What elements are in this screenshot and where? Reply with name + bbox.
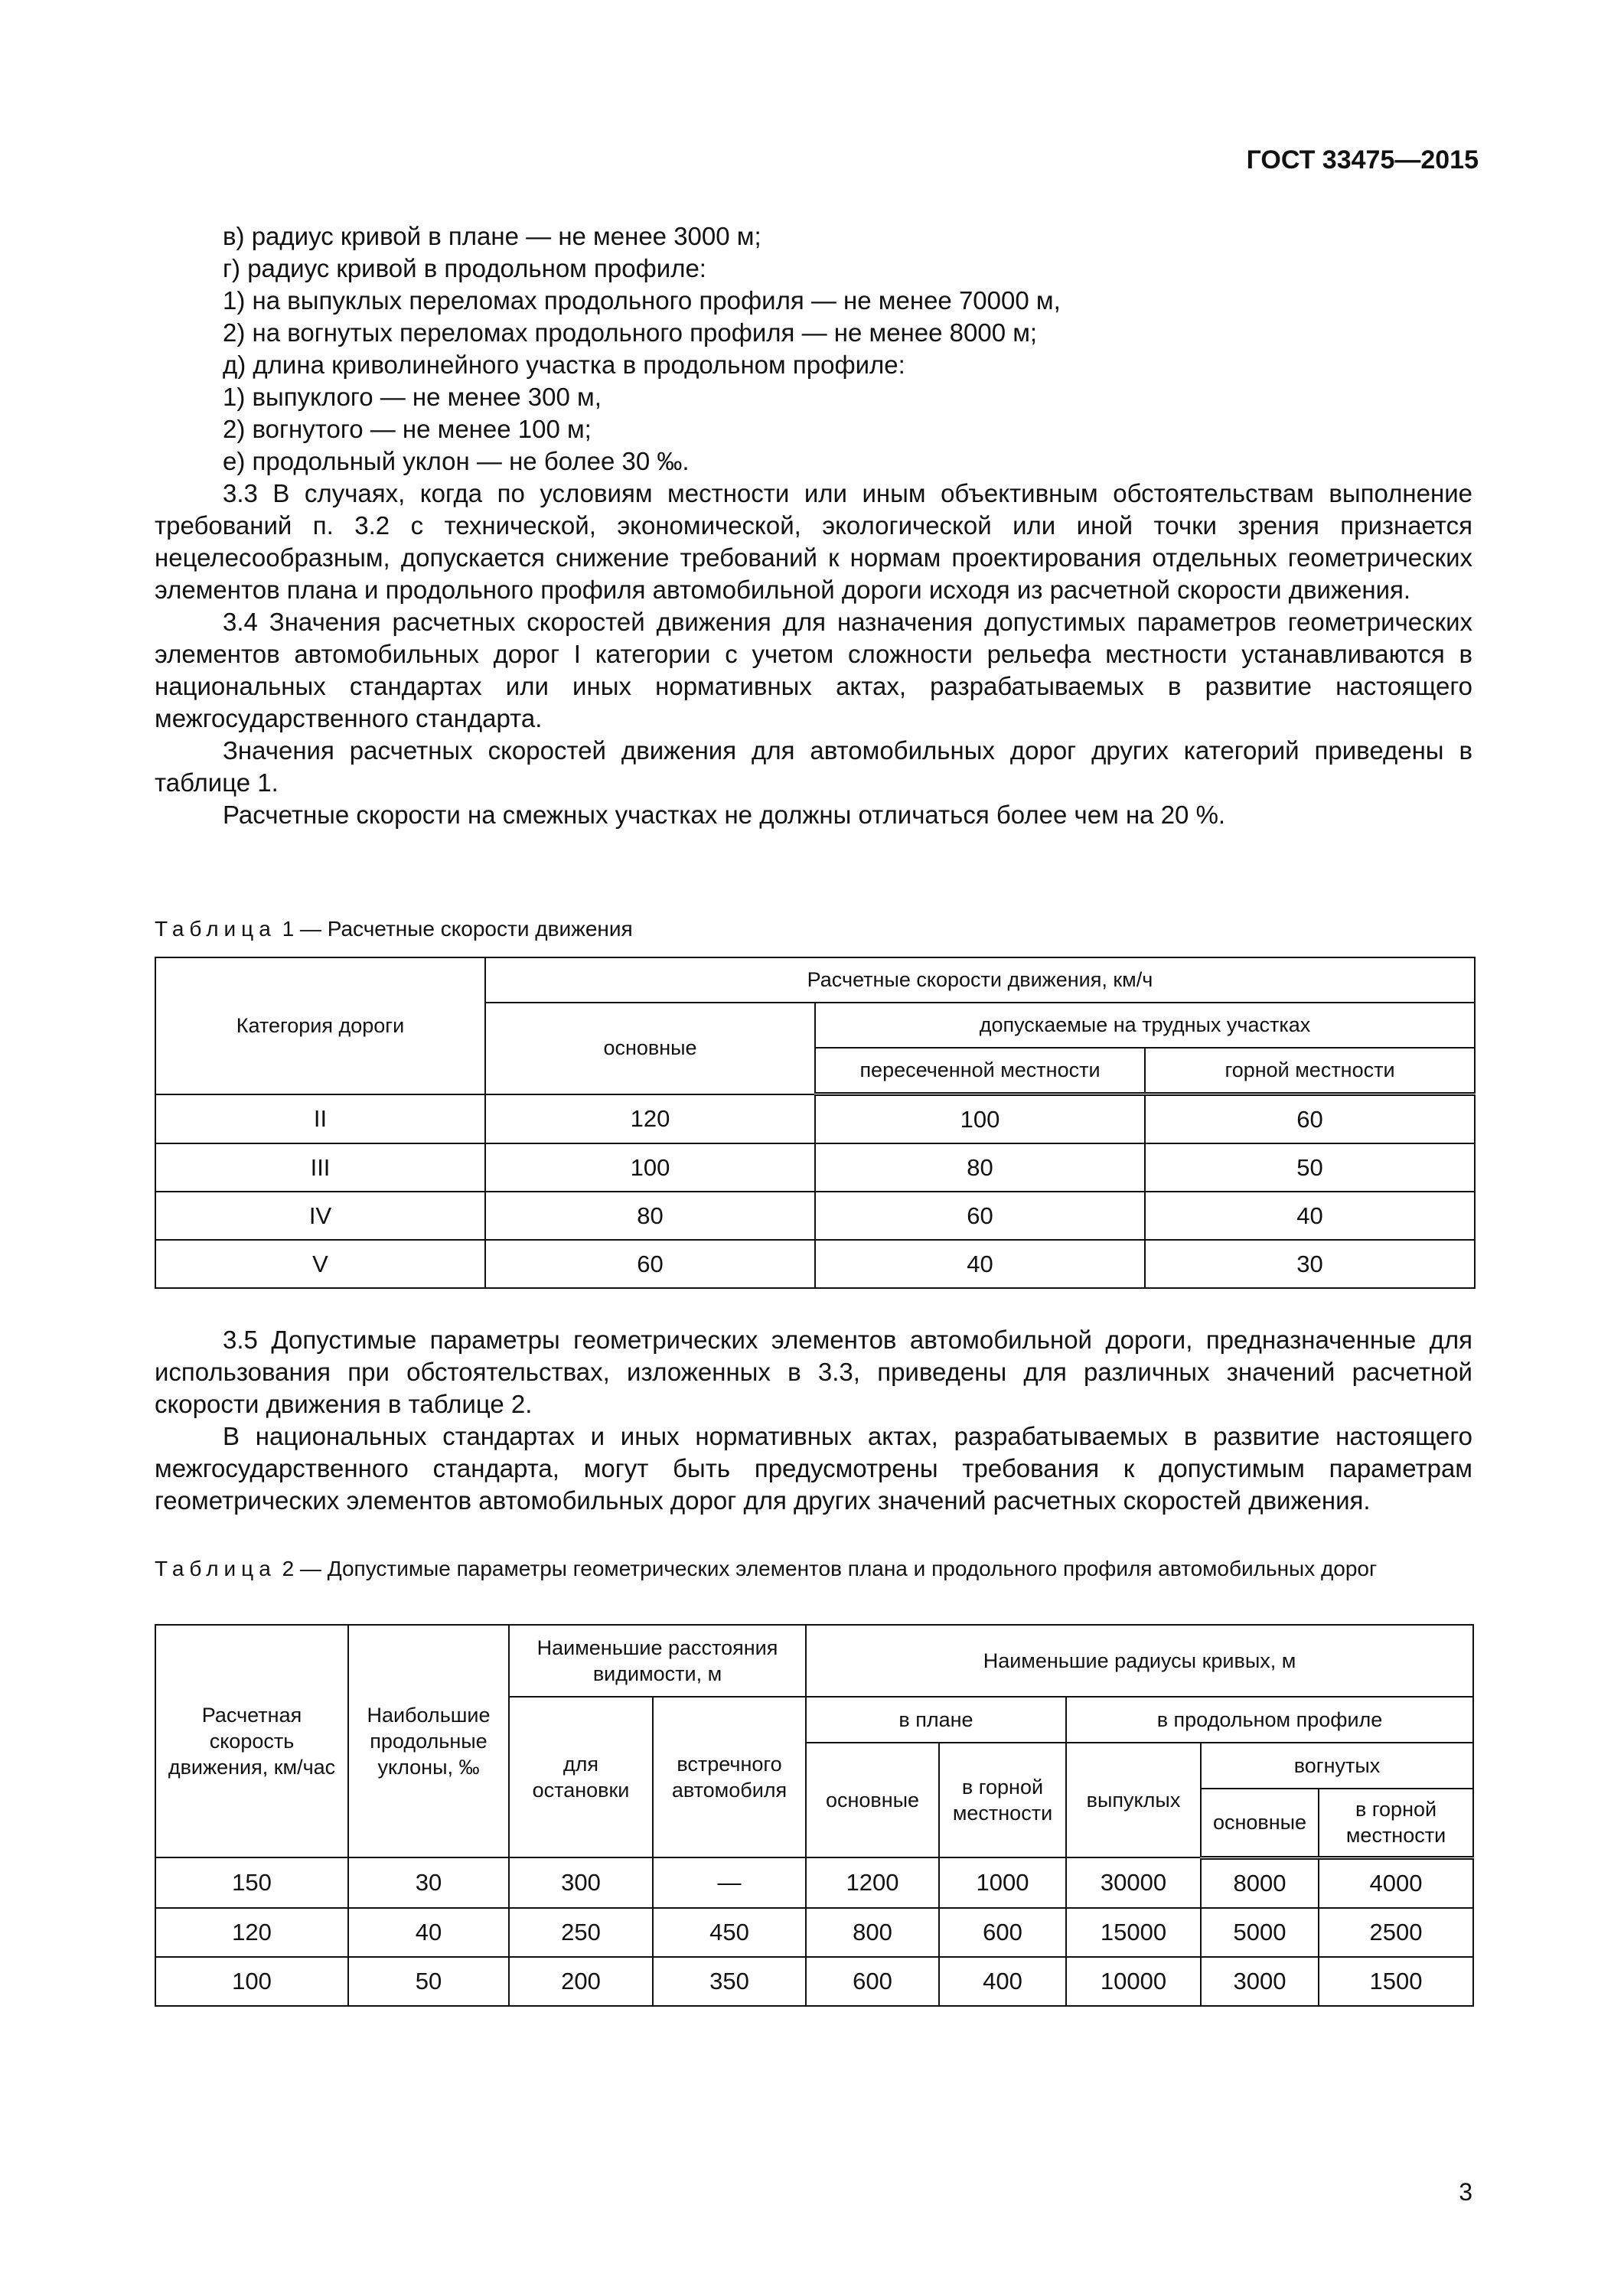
document-id: ГОСТ 33475—2015 bbox=[1246, 145, 1479, 174]
cell: 450 bbox=[653, 1908, 806, 1957]
main-text-2 bbox=[155, 1324, 1472, 1517]
cell: 50 bbox=[348, 1957, 509, 2006]
paragraph: Значения расчетных скоростей движения для автомобильных дорог других категорий приведены в таблице 1. bbox=[155, 736, 1472, 797]
cell: V bbox=[155, 1240, 485, 1288]
table-row bbox=[155, 1957, 1473, 2006]
header-design-speed: Расчетная скорость движения, км/час bbox=[155, 1625, 348, 1857]
cell: 40 bbox=[1145, 1192, 1475, 1240]
cell: III bbox=[155, 1143, 485, 1192]
list-item: 1) на выпуклых переломах продольного профиля — не менее 70000 м, bbox=[223, 286, 1061, 315]
table1-caption-prefix: Таблица bbox=[155, 917, 276, 941]
header-stop: для остановки bbox=[509, 1697, 653, 1857]
header-plan-main: основные bbox=[806, 1743, 939, 1857]
cell: 100 bbox=[155, 1957, 348, 2006]
cell: 1000 bbox=[939, 1857, 1066, 1908]
cell: 60 bbox=[1145, 1094, 1475, 1144]
paragraph: Расчетные скорости на смежных участках не должны отличаться более чем на 20 %. bbox=[223, 801, 1226, 829]
paragraph-3-3: 3.3 В случаях, когда по условиям местности или иным объективным обстоятельствам выполнение требований п. 3.2 с технической, экономической, экологической или иной точки зрения признается нецелесообразным, допускается снижение требований к нормам проектирования отдельных геометрических элементов плана и продольного профиля автомобильной дороги исходя из расчетной скорости движения. bbox=[155, 479, 1472, 604]
cell: 80 bbox=[815, 1143, 1145, 1192]
cell: 350 bbox=[653, 1957, 806, 2006]
list-item: 1) выпуклого — не менее 300 м, bbox=[223, 383, 602, 411]
cell: 200 bbox=[509, 1957, 653, 2006]
cell: 100 bbox=[485, 1143, 815, 1192]
cell: 15000 bbox=[1066, 1908, 1201, 1957]
table2-caption-prefix: Таблица bbox=[155, 1557, 276, 1580]
cell: II bbox=[155, 1094, 485, 1144]
cell: 300 bbox=[509, 1857, 653, 1908]
cell: — bbox=[653, 1857, 806, 1908]
cell: 250 bbox=[509, 1908, 653, 1957]
list-item: 2) вогнутого — не менее 100 м; bbox=[223, 415, 592, 443]
table-row bbox=[155, 1143, 1475, 1192]
cell: 2500 bbox=[1319, 1908, 1473, 1957]
cell: 4000 bbox=[1319, 1857, 1473, 1908]
header-max-slope: Наибольшие продольные уклоны, ‰ bbox=[348, 1625, 509, 1857]
cell: 30000 bbox=[1066, 1857, 1201, 1908]
header-visibility: Наименьшие расстояния видимости, м bbox=[509, 1625, 806, 1697]
header-plan-mountain: в горной местности bbox=[939, 1743, 1066, 1857]
cell: 8000 bbox=[1201, 1857, 1319, 1908]
cell: 100 bbox=[815, 1094, 1145, 1144]
header-rough-terrain: пересеченной местности bbox=[815, 1048, 1145, 1094]
cell: 1500 bbox=[1319, 1957, 1473, 2006]
table-row bbox=[155, 1094, 1475, 1144]
list-item: е) продольный уклон — не более 30 ‰. bbox=[223, 447, 690, 475]
cell: 3000 bbox=[1201, 1957, 1319, 2006]
list-item: д) длина криволинейного участка в продольном профиле: bbox=[223, 351, 905, 379]
table1-caption-text: 1 — Расчетные скорости движения bbox=[282, 917, 633, 941]
table-row bbox=[155, 1857, 1473, 1908]
header-allowed: допускаемые на трудных участках bbox=[815, 1003, 1475, 1048]
cell: 400 bbox=[939, 1957, 1066, 2006]
table-row bbox=[155, 1908, 1473, 1957]
paragraph: В национальных стандартах и иных нормативных актах, разрабатываемых в развитие настоящего межгосударственного стандарта, могут быть предусмотрены требования к допустимым параметрам геометрических элементов автомобильных дорог для других значений расчетных скоростей движения. bbox=[155, 1422, 1472, 1515]
cell: 40 bbox=[348, 1908, 509, 1957]
cell: 120 bbox=[485, 1094, 815, 1144]
header-radii: Наименьшие радиусы кривых, м bbox=[806, 1625, 1473, 1697]
cell: 40 bbox=[815, 1240, 1145, 1288]
list-item: в) радиус кривой в плане — не менее 3000 м; bbox=[223, 222, 761, 250]
header-plan: в плане bbox=[806, 1697, 1066, 1743]
cell: 60 bbox=[815, 1192, 1145, 1240]
table1-caption bbox=[155, 915, 633, 943]
table-row bbox=[155, 1240, 1475, 1288]
cell: 50 bbox=[1145, 1143, 1475, 1192]
cell: 5000 bbox=[1201, 1908, 1319, 1957]
table-row bbox=[155, 1192, 1475, 1240]
header-convex: выпуклых bbox=[1066, 1743, 1201, 1857]
main-text bbox=[155, 220, 1472, 831]
cell: 10000 bbox=[1066, 1957, 1201, 2006]
header-speeds: Расчетные скорости движения, км/ч bbox=[485, 957, 1475, 1003]
paragraph-3-4: 3.4 Значения расчетных скоростей движения для назначения допустимых параметров геометрических элементов автомобильных дорог I категории с учетом сложности рельефа местности устанавливаются в национальных стандартах или иных нормативных актах, разрабатываемых в развитие настоящего межгосударственного стандарта. bbox=[155, 608, 1472, 732]
header-main: основные bbox=[485, 1003, 815, 1094]
cell: IV bbox=[155, 1192, 485, 1240]
header-concave-main: основные bbox=[1201, 1789, 1319, 1857]
cell: 60 bbox=[485, 1240, 815, 1288]
page-number: 3 bbox=[1459, 2178, 1472, 2206]
list-item: 2) на вогнутых переломах продольного профиля — не менее 8000 м; bbox=[223, 318, 1038, 347]
header-oncoming: встречного автомобиля bbox=[653, 1697, 806, 1857]
cell: 80 bbox=[485, 1192, 815, 1240]
cell: 1200 bbox=[806, 1857, 939, 1908]
cell: 600 bbox=[939, 1908, 1066, 1957]
cell: 800 bbox=[806, 1908, 939, 1957]
header-concave-mountain: в горной местности bbox=[1319, 1789, 1473, 1857]
table2-caption-text: 2 — Допустимые параметры геометрических элементов плана и продольного профиля автомобильных дорог bbox=[282, 1557, 1378, 1580]
table-2 bbox=[155, 1624, 1474, 2007]
header-concave: вогнутых bbox=[1201, 1743, 1473, 1789]
table-1 bbox=[155, 957, 1476, 1289]
table2-caption bbox=[155, 1555, 1472, 1583]
cell: 150 bbox=[155, 1857, 348, 1908]
header-profile: в продольном профиле bbox=[1066, 1697, 1473, 1743]
cell: 600 bbox=[806, 1957, 939, 2006]
header-category: Категория дороги bbox=[155, 957, 485, 1094]
header-mountain-terrain: горной местности bbox=[1145, 1048, 1475, 1094]
list-item: г) радиус кривой в продольном профиле: bbox=[223, 254, 706, 282]
cell: 120 bbox=[155, 1908, 348, 1957]
cell: 30 bbox=[1145, 1240, 1475, 1288]
paragraph-3-5: 3.5 Допустимые параметры геометрических элементов автомобильной дороги, предназначенные для использования при обстоятельствах, изложенных в 3.3, приведены для различных значений расчетной скорости движения в таблице 2. bbox=[155, 1326, 1472, 1418]
cell: 30 bbox=[348, 1857, 509, 1908]
